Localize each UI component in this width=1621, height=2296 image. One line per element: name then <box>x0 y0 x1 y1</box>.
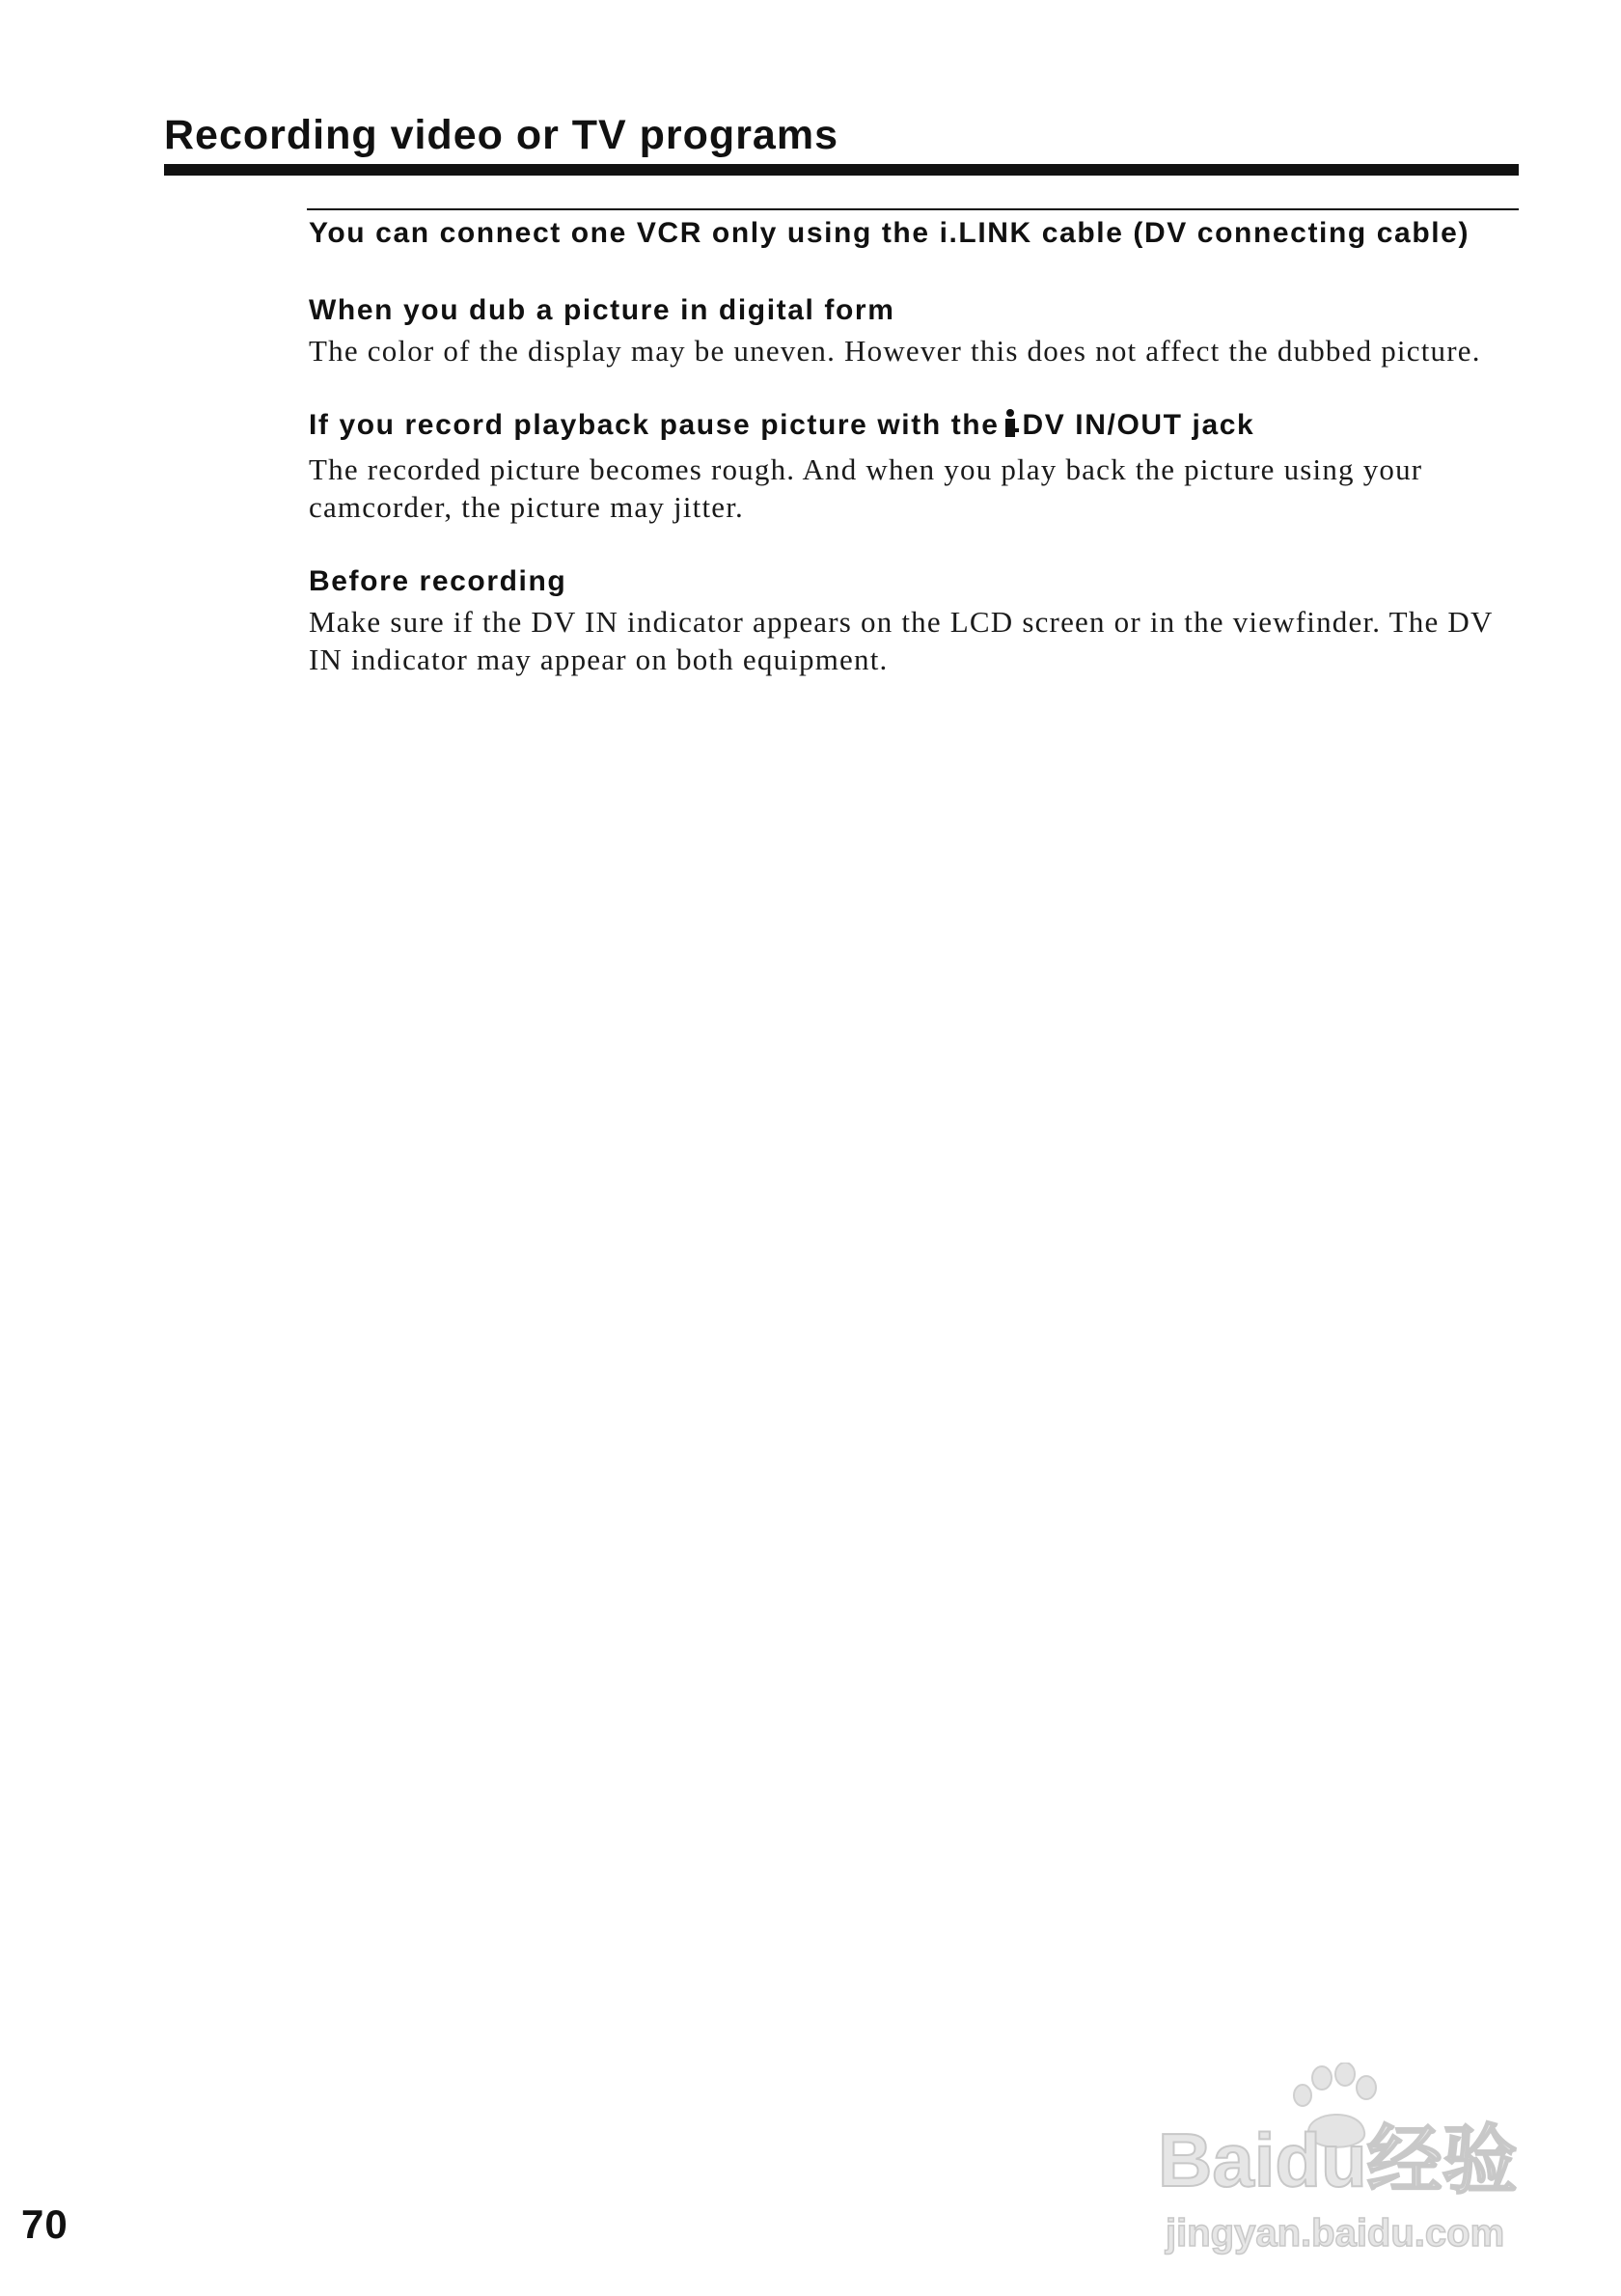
section-digital-dub <box>309 289 1515 369</box>
content <box>309 212 1515 713</box>
section-heading: You can connect one VCR only using the i.LINK cable (DV connecting cable) <box>309 217 1470 249</box>
section-before-recording <box>309 560 1515 678</box>
section-heading <box>309 404 1515 451</box>
baidu-watermark-logo <box>1154 2063 1544 2259</box>
heading-text-before-icon: If you record playback pause picture with the <box>309 409 1000 441</box>
section-body: Make sure if the DV IN indicator appears on the LCD screen or in the viewfinder. The DV IN indicator may appear on both equipment. <box>309 605 1493 676</box>
section-playback-pause <box>309 404 1515 526</box>
section-heading: Before recording <box>309 565 567 597</box>
section-body: The recorded picture becomes rough. And when you play back the picture using your camcorder, the picture may jitter. <box>309 452 1423 524</box>
ilink-icon <box>1002 408 1019 451</box>
section-body: The color of the display may be uneven. However this does not affect the dubbed picture. <box>309 334 1481 368</box>
page-number: 70 <box>21 2201 69 2247</box>
page-title: Recording video or TV programs <box>164 112 838 158</box>
content-rule <box>307 208 1519 210</box>
section-heading: When you dub a picture in digital form <box>309 294 895 326</box>
heading-text-after-icon: DV IN/OUT jack <box>1022 409 1255 441</box>
title-rule <box>164 164 1519 176</box>
section-connect-vcr <box>309 212 1515 255</box>
watermark-brand: Baidu经验 <box>1158 2118 1518 2202</box>
watermark-url: jingyan.baidu.com <box>1166 2212 1505 2255</box>
